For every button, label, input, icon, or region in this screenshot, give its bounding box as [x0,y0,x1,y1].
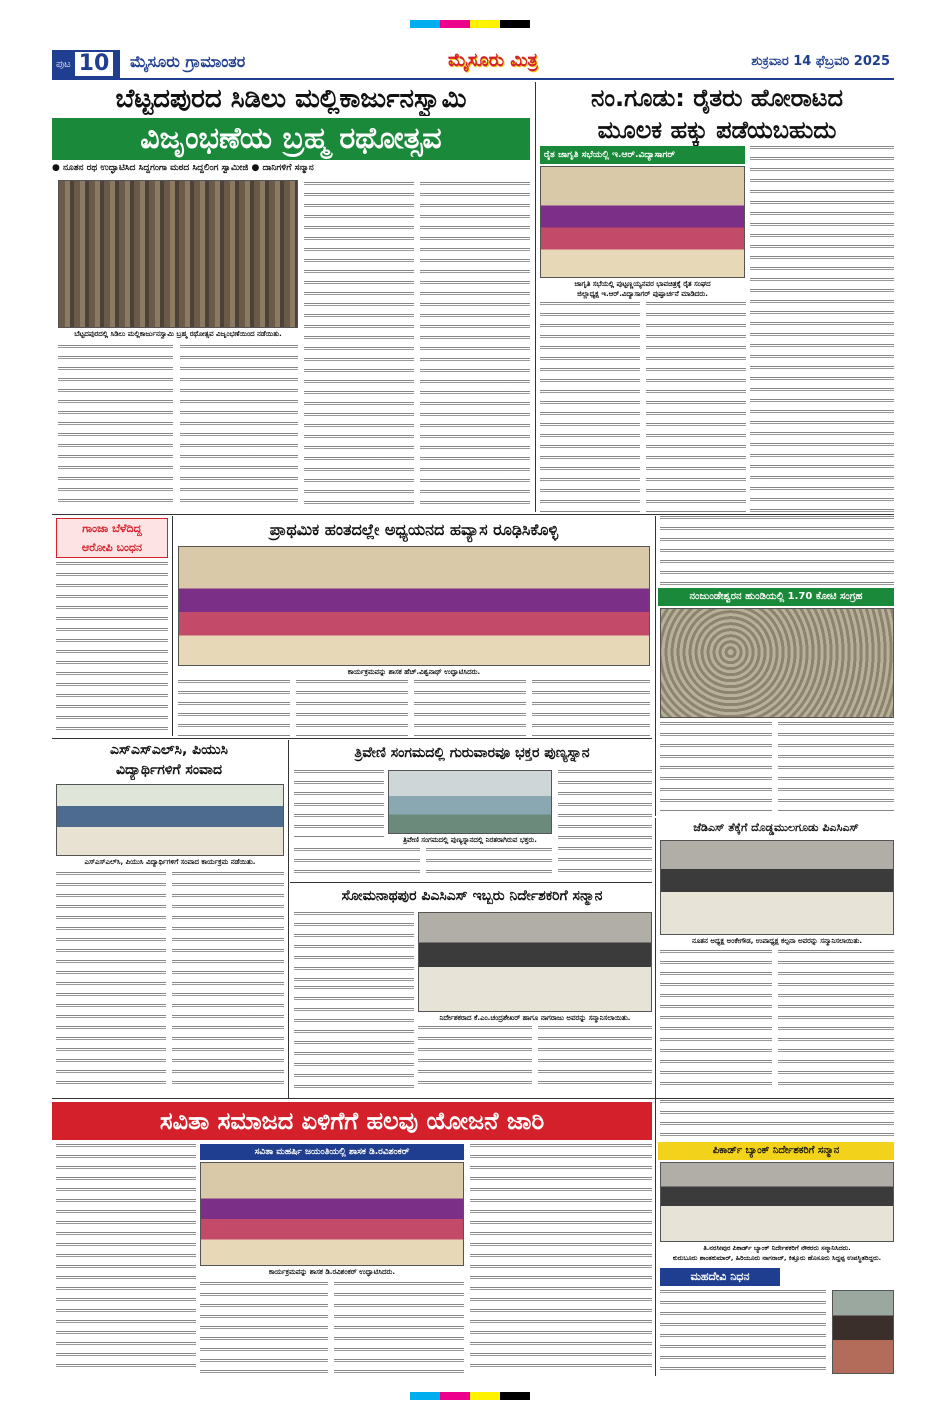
story4-body-col1 [178,680,290,736]
story7-body-col1 [294,770,384,838]
story10-photo-caption: ಕಾರ್ಯಕ್ರಮವನ್ನು ಶಾಸಕ ಡಿ.ರವಿಶಂಕರ್ ಉದ್ಘಾಟಿಸಿದರು. [268,1268,396,1276]
story7-body-col2 [558,770,652,880]
story4-headline: ಪ್ರಾಥಮಿಕ ಹಂತದಲ್ಲೇ ಅಧ್ಯಯನದ ಹವ್ಯಾಸ ರೂಢಿಸಿಕೊಳ್ಳಿ [269,520,559,539]
masthead [52,48,894,80]
story1-subhead-2: ದಾನಿಗಳಿಗೆ ಸನ್ಮಾನ [262,163,314,173]
story5-photo [660,608,894,718]
story6-photo [56,784,284,856]
story8-photo-caption: ನೂತನ ಅಧ್ಯಕ್ಷ ಅಂಕೇಗೌಡ, ಉಪಾಧ್ಯಕ್ಷ ಕಲ್ಪನಾ ಅವರನ್ನು ಸನ್ಮಾನಿಸಲಾಯಿತು. [691,937,863,945]
story2-photo [540,166,745,278]
story2-headline-line2: ಮೂಲಕ ಹಕ್ಕು ಪಡೆಯಬಹುದು [597,116,837,144]
story4-photo [178,546,650,666]
story3-headline-line2: ಆರೋಪಿ ಬಂಧನ [81,541,143,554]
story12-headline: ಮಹದೇವಿ ನಿಧನ [660,1268,780,1286]
story2-photo-caption-2: ಜಿಲ್ಲಾಧ್ಯಕ್ಷ ಇ.ಆರ್.ವಿದ್ಯಾಸಾಗರ್ ಪುಷ್ಪಾರ್ಚನೆ ಮಾಡಿದರು. [577,290,708,298]
story7-body-col3 [294,848,420,880]
story10-body-col2 [200,1282,328,1374]
story11-photo [660,1162,894,1242]
story11-photo-caption-1: ತಿ.ನರಸೀಪುರ ಪಿಕಾರ್ಡ್ ಬ್ಯಾಂಕ್ ನಿರ್ದೇಶಕರಿಗೆ ನೌಕರರು ಸನ್ಮಾನಿಸಿದರು. [703,1244,851,1252]
story1-body-col1 [304,182,414,512]
bullet-icon: ● [52,163,63,173]
story2-subhead: ರೈತ ಜಾಗೃತಿ ಸಭೆಯಲ್ಲಿ ಇ.ಆರ್.ವಿದ್ಯಾಸಾಗರ್ [540,146,745,164]
story5-headline: ನಂಜುಂಡೇಶ್ವರನ ಹುಂಡಿಯಲ್ಲಿ 1.70 ಕೋಟಿ ಸಂಗ್ರಹ [658,588,894,606]
column-divider [655,818,656,1098]
story3-headline-line1: ಗಾಂಜಾ ಬೆಳೆದಿದ್ದ [82,522,142,535]
story8-body-col1 [660,950,772,1092]
story7-photo-caption: ತ್ರಿವೇಣಿ ಸಂಗಮದಲ್ಲಿ ಪುಣ್ಯಸ್ನಾನದಲ್ಲಿ ನಿರತರಾಗಿರುವ ಭಕ್ತರು. [403,836,537,844]
story5-body-col2 [778,722,894,812]
story1-subhead-1: ನೂತನ ರಥ ಉದ್ಘಾಟಿಸಿದ ಸಿದ್ದಗಂಗಾ ಮಠದ ಸಿದ್ದಲಿಂಗ ಸ್ವಾಮೀಜಿ [63,163,249,173]
story7-photo [388,770,552,834]
story5-body-col1 [660,722,772,812]
story11-headline: ಪಿಕಾರ್ಡ್ ಬ್ಯಾಂಕ್ ನಿರ್ದೇಶಕರಿಗೆ ಸನ್ಮಾನ [658,1142,894,1160]
paper-name-logo: ಮೈಸೂರು ಮಿತ್ರ [448,50,538,71]
section-divider [290,882,652,883]
story1-headline-line2: ವಿಜೃಂಭಣೆಯ ಬ್ರಹ್ಮ ರಥೋತ್ಸವ [52,118,530,160]
story4-body-col2 [296,680,408,736]
masthead-date: ಶುಕ್ರವಾರ 14 ಫೆಬ್ರವರಿ 2025 [751,54,890,69]
section-divider [52,738,652,739]
story2-body-col2 [540,302,640,512]
story11-photo-caption-2: ಕುರುಬೂರು ಶಾಂತಕುಮಾರ್, ಹಿರಿಯೂರು ನಾಗರಾಜ್, ಕಿತ್ತೂರು ಹೊಸೂರು ಸಿದ್ದಪ್ಪ ಉಪಸ್ಥಿತರಿದ್ದರು. [672,1254,882,1262]
story7-headline: ತ್ರಿವೇಣಿ ಸಂಗಮದಲ್ಲಿ ಗುರುವಾರವೂ ಭಕ್ತರ ಪುಣ್ಯಸ್ನಾನ [354,745,590,761]
story9-body-col3 [418,1026,532,1092]
story2-body-continued [660,516,894,586]
section-divider [52,514,894,515]
registration-marks-top [410,20,530,28]
story3-body [56,562,168,734]
story1-body-col4 [180,345,298,510]
story12-portrait-photo [832,1290,894,1374]
story1-subheads [52,163,530,177]
page-number-box [52,50,120,78]
story9-body-col1 [294,912,414,982]
story6-photo-caption: ಎಸ್‌ಎಸ್‌ಎಲ್‌ಸಿ, ಪಿಯುಸಿ ವಿದ್ಯಾರ್ಥಿಗಳಿಗೆ ಸಂವಾದ ಕಾರ್ಯಕ್ರಮ ನಡೆಯಿತು. [84,858,256,866]
story4-body-col4 [532,680,650,736]
story10-headline: ಸವಿತಾ ಸಮಾಜದ ಏಳಿಗೆಗೆ ಹಲವು ಯೋಜನೆ ಜಾರಿ [52,1102,652,1140]
story9-body-col4 [538,1026,652,1092]
column-divider [288,740,289,1098]
column-divider [655,1098,656,1376]
page-label: ಪುಟ [56,58,71,70]
story9-body-col2 [294,986,414,1092]
story8-photo [660,840,894,935]
registration-marks-bottom [410,1392,530,1400]
story8-headline: ಜೆಡಿಎಸ್ ತೆಕ್ಕೆಗೆ ದೊಡ್ಡಮುಲಗೂಡು ಪಿಎಸಿಎಸ್ [693,821,859,834]
story12-body [660,1290,826,1374]
story1-body-col3 [58,345,173,510]
story1-photo [58,180,298,328]
story2-body-col3 [646,302,746,512]
section-name: ಮೈಸೂರು ಗ್ರಾಮಾಂತರ [130,52,246,71]
story10-subhead: ಸವಿತಾ ಮಹರ್ಷಿ ಜಯಂತಿಯಲ್ಲಿ ಶಾಸಕ ಡಿ.ರವಿಶಂಕರ್ [200,1144,464,1160]
story9-photo-caption: ನಿರ್ದೇಶಕರಾದ ಕೆ.ಎಂ.ಚಂದ್ರಶೇಖರ್ ಹಾಗೂ ನಾಗರಾಜು ಅವರನ್ನು ಸನ್ಮಾನಿಸಲಾಯಿತು. [439,1014,631,1022]
story1-photo-caption: ಬೆಟ್ಟದಪುರದಲ್ಲಿ ಸಿಡಿಲು ಮಲ್ಲಿಕಾರ್ಜುನಸ್ವಾಮಿ ಬ್ರಹ್ಮ ರಥೋತ್ಸವ ವಿಜೃಂಭಣೆಯಿಂದ ನಡೆಯಿತು. [74,330,282,338]
story1-body-col2 [420,182,530,512]
story2-photo-caption-1: ಜಾಗೃತಿ ಸಭೆಯಲ್ಲಿ ಪುಟ್ಟಣ್ಣಯ್ಯನವರ ಭಾವಚಿತ್ರಕ್ಕೆ ರೈತ ಸಂಘದ [574,280,711,288]
story2-body-col1 [750,146,894,512]
story1-headline-line1: ಬೆಟ್ಟದಪುರದ ಸಿಡಿಲು ಮಲ್ಲಿಕಾರ್ಜುನಸ್ವಾಮಿ [115,84,467,114]
story8-body-continued [660,1100,894,1140]
story10-body-col4 [470,1144,652,1374]
section-divider [52,1098,894,1099]
column-divider [655,516,656,816]
story4-body-col3 [414,680,526,736]
story9-photo [418,912,652,1012]
story3-headline-box [56,518,168,558]
column-divider [172,516,173,736]
story4-photo-caption: ಕಾರ್ಯಕ್ರಮವನ್ನು ಶಾಸಕ ಹೆಚ್.ವಿಶ್ವನಾಥ್ ಉದ್ಘಾಟಿಸಿದರು. [347,668,481,676]
story6-headline-line1: ಎಸ್‌ಎಸ್‌ಎಲ್‌ಸಿ, ಪಿಯುಸಿ [110,742,228,758]
story10-body-col3 [334,1282,464,1374]
story7-body-col4 [426,848,552,880]
story2-headline-line1: ನಂ.ಗೂಡು: ರೈತರು ಹೋರಾಟದ [591,84,843,112]
story10-photo [200,1162,464,1266]
story10-body-col1 [56,1144,196,1374]
column-divider [535,82,536,512]
story8-body-col2 [778,950,894,1092]
story6-headline-line2: ವಿದ್ಯಾರ್ಥಿಗಳಿಗೆ ಸಂವಾದ [115,762,223,778]
story6-body-col2 [172,872,284,1092]
page-number: 10 [75,52,114,76]
bullet-icon: ● [251,163,263,173]
story6-body-col1 [56,872,166,1092]
story9-headline: ಸೋಮನಾಥಪುರ ಪಿಎಸಿಎಸ್ ಇಬ್ಬರು ನಿರ್ದೇಶಕರಿಗೆ ಸನ್ಮಾನ [341,888,603,904]
